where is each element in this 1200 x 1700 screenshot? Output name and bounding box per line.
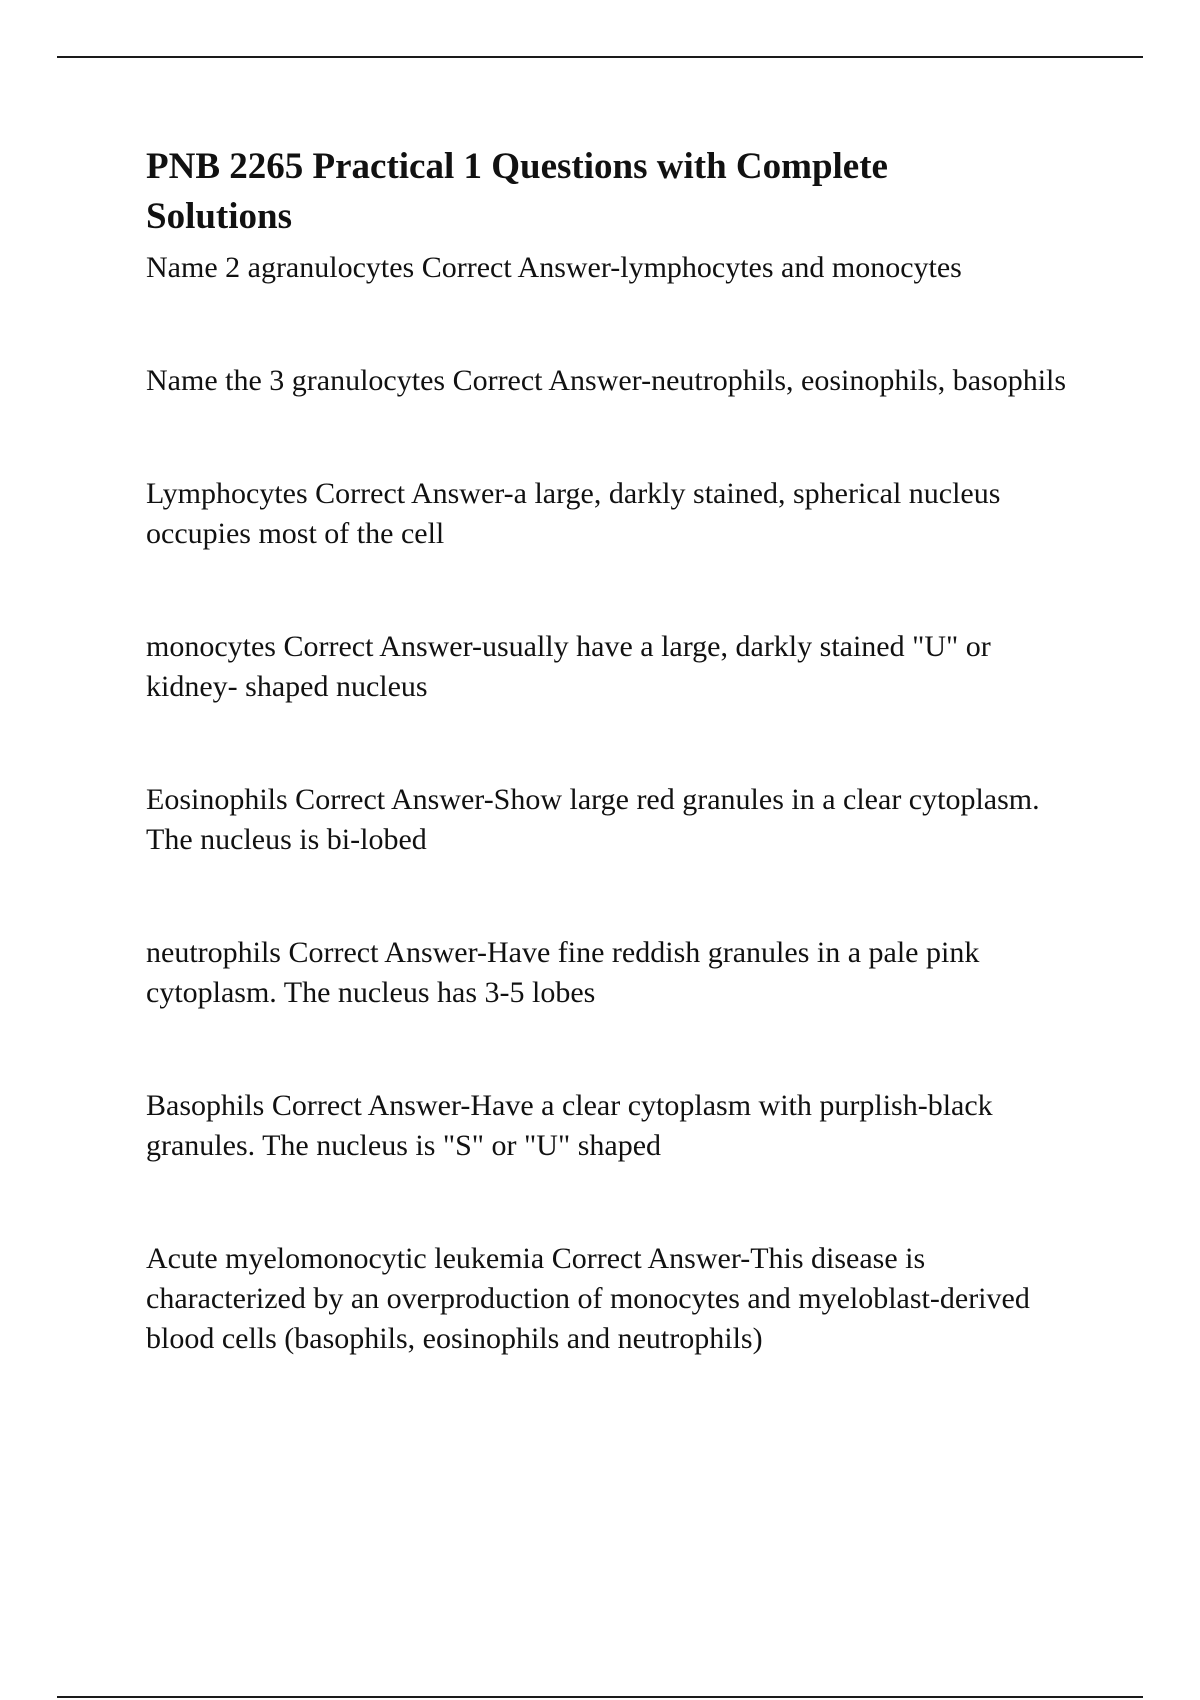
qa-entry-basophils: Basophils Correct Answer-Have a clear cytoplasm with purplish-black granules. The nucleus is "S" or "U" shaped xyxy=(146,1089,993,1162)
document-title: PNB 2265 Practical 1 Questions with Complete Solutions xyxy=(146,146,888,237)
qa-entry-lymphocytes: Lymphocytes Correct Answer-a large, darkly stained, spherical nucleus occupies most of the cell xyxy=(146,477,1001,550)
document-body xyxy=(146,142,1086,1432)
footer-rule xyxy=(57,1696,1143,1698)
qa-entry-monocytes: monocytes Correct Answer-usually have a large, darkly stained "U" or kidney- shaped nucleus xyxy=(146,630,991,703)
qa-entry-agranulocytes: Name 2 agranulocytes Correct Answer-lymphocytes and monocytes xyxy=(146,251,962,284)
qa-entry-granulocytes: Name the 3 granulocytes Correct Answer-neutrophils, eosinophils, basophils xyxy=(146,364,1067,397)
qa-entry-eosinophils: Eosinophils Correct Answer-Show large red granules in a clear cytoplasm. The nucleus is bi-lobed xyxy=(146,783,1040,856)
header-rule xyxy=(57,56,1143,58)
qa-entry-leukemia: Acute myelomonocytic leukemia Correct Answer-This disease is characterized by an overproduction of monocytes and myeloblast-derived blood cells (basophils, eosinophils and neutrophils) xyxy=(146,1242,1030,1355)
qa-entry-neutrophils: neutrophils Correct Answer-Have fine reddish granules in a pale pink cytoplasm. The nucleus has 3-5 lobes xyxy=(146,936,980,1009)
